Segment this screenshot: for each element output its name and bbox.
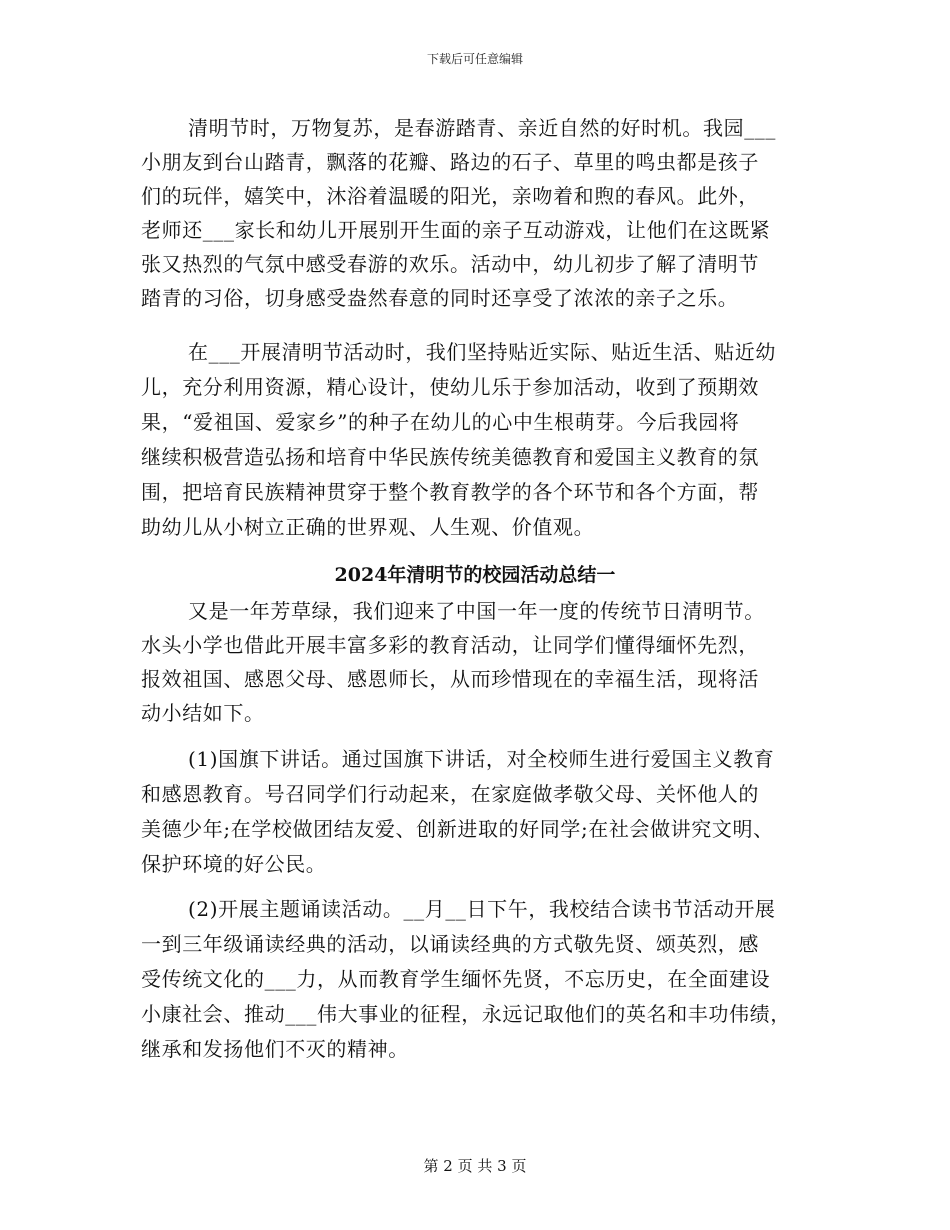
paragraph-line: 继承和发扬他们不灭的精神。 xyxy=(141,1037,409,1061)
paragraph-line: 老师还___家长和幼儿开展别开生面的亲子互动游戏，让他们在这既紧 xyxy=(141,218,771,242)
page-footer: 第 2 页 共 3 页 xyxy=(423,1157,527,1175)
paragraph-line: (1)国旗下讲话。通过国旗下讲话，对全校师生进行爱国主义教育 xyxy=(188,747,775,771)
paragraph-line: 动小结如下。 xyxy=(141,701,265,725)
section-title: 2024年清明节的校园活动总结一 xyxy=(334,564,616,586)
paragraph-line: 在___开展清明节活动时，我们坚持贴近实际、贴近生活、贴近幼 xyxy=(188,340,776,364)
paragraph-line: 受传统文化的___力，从而教育学生缅怀先贤，不忘历史，在全面建设 xyxy=(141,967,771,991)
paragraph-line: 继续积极营造弘扬和培育中华民族传统美德教育和爱国主义教育的氛 xyxy=(141,445,759,469)
paragraph-line: 小康社会、推动___伟大事业的征程，永远记取他们的英名和丰功伟绩， xyxy=(141,1002,791,1026)
paragraph-line: 们的玩伴，嬉笑中，沐浴着温暖的阳光，亲吻着和煦的春风。此外， xyxy=(141,184,759,208)
paragraph-line: (2)开展主题诵读活动。__月__日下午，我校结合读书节活动开展 xyxy=(188,897,776,921)
paragraph-line: 助幼儿从小树立正确的世界观、人生观、价值观。 xyxy=(141,515,595,539)
paragraph-line: 报效祖国、感恩父母、感恩师长，从而珍惜现在的幸福生活，现将活 xyxy=(141,667,759,691)
paragraph-line: 围，把培育民族精神贯穿于整个教育教学的各个环节和各个方面，帮 xyxy=(141,480,759,504)
paragraph-line: 保护环境的好公民。 xyxy=(141,852,327,876)
paragraph-line: 又是一年芳草绿，我们迎来了中国一年一度的传统节日清明节。 xyxy=(188,599,765,623)
page-header: 下载后可任意编辑 xyxy=(426,52,523,66)
paragraph-line: 美德少年;在学校做团结友爱、创新进取的好同学;在社会做讲究文明、 xyxy=(141,817,774,841)
paragraph-line: 清明节时，万物复苏，是春游踏青、亲近自然的好时机。我园___ xyxy=(188,116,776,140)
paragraph-line: 张又热烈的气氛中感受春游的欢乐。活动中，幼儿初步了解了清明节 xyxy=(141,252,759,276)
paragraph-line: 踏青的习俗，切身感受盎然春意的同时还享受了浓浓的亲子之乐。 xyxy=(141,286,739,310)
paragraph-line: 一到三年级诵读经典的活动，以诵读经典的方式敬先贤、颂英烈，感 xyxy=(141,932,759,956)
paragraph-line: 儿，充分利用资源，精心设计，使幼儿乐于参加活动，收到了预期效 xyxy=(141,375,759,399)
paragraph-line: 和感恩教育。号召同学们行动起来，在家庭做孝敬父母、关怀他人的 xyxy=(141,782,759,806)
paragraph-line: 水头小学也借此开展丰富多彩的教育活动，让同学们懂得缅怀先烈， xyxy=(141,633,759,657)
paragraph-line: 小朋友到台山踏青，飘落的花瓣、路边的石子、草里的鸣虫都是孩子 xyxy=(141,150,759,174)
paragraph-line: 果，“爱祖国、爱家乡”的种子在幼儿的心中生根萌芽。今后我园将 xyxy=(141,410,740,434)
